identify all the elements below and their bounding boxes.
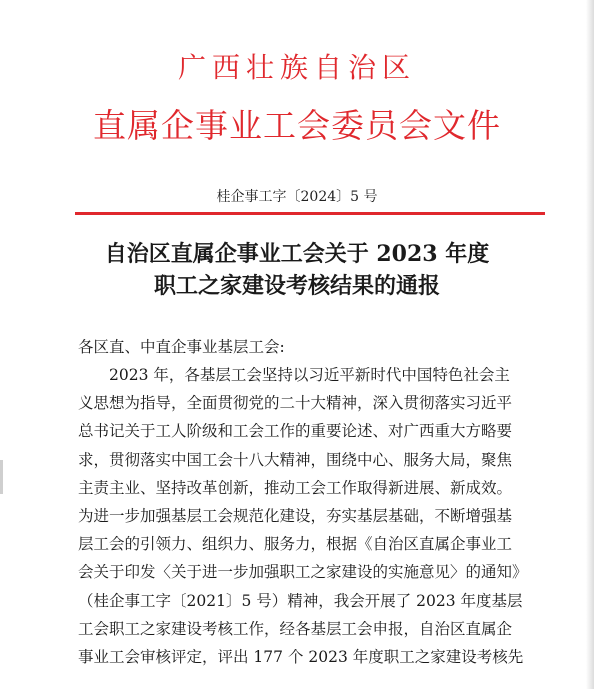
red-divider bbox=[75, 212, 545, 215]
body-line: 层工会的引领力、组织力、服务力，根据《自治区直属企事业工 bbox=[78, 535, 513, 554]
notice-title-line-1: 自治区直属企事业工会关于 2023 年度 bbox=[104, 241, 490, 267]
body-line: 事业工会审核评定，评出 177 个 2023 年度职工之家建设考核先 bbox=[78, 647, 524, 666]
body-line: 会关于印发〈关于进一步加强职工之家建设的实施意见〉的通知》 bbox=[78, 563, 528, 582]
document-number: 桂企事工字〔2024〕5 号 bbox=[216, 189, 378, 205]
body-line: 义思想为指导，全面贯彻党的二十大精神，深入贯彻落实习近平 bbox=[78, 394, 513, 413]
body-line: （桂企事工字〔2021〕5 号）精神，我会开展了 2023 年度基层 bbox=[78, 591, 523, 610]
notice-title-line-2: 职工之家建设考核结果的通报 bbox=[153, 273, 440, 299]
body-line: 为进一步加强基层工会规范化建设，夯实基层基础，不断增强基 bbox=[78, 506, 513, 525]
salutation: 各区直、中直企事业基层工会: bbox=[78, 338, 285, 356]
issuer-document-title: 直属企事业工会委员会文件 bbox=[93, 106, 501, 145]
body-line: 求，贯彻落实中国工会十八大精神，围绕中心、服务大局，聚焦 bbox=[78, 450, 513, 469]
scan-mark bbox=[0, 460, 3, 494]
body-line: 工会职工之家建设考核工作，经各基层工会申报，自治区直属企 bbox=[78, 619, 513, 638]
body-line: 总书记关于工人阶级和工会工作的重要论述、对广西重大方略要 bbox=[78, 422, 513, 441]
issuer-region: 广西壮族自治区 bbox=[177, 51, 416, 84]
body-line: 2023 年，各基层工会坚持以习近平新时代中国特色社会主 bbox=[109, 366, 510, 384]
notice-title bbox=[0, 238, 594, 302]
body-text bbox=[78, 361, 528, 671]
body-line: 主责主业、坚持改革创新，推动工会工作取得新进展、新成效。 bbox=[78, 478, 513, 497]
